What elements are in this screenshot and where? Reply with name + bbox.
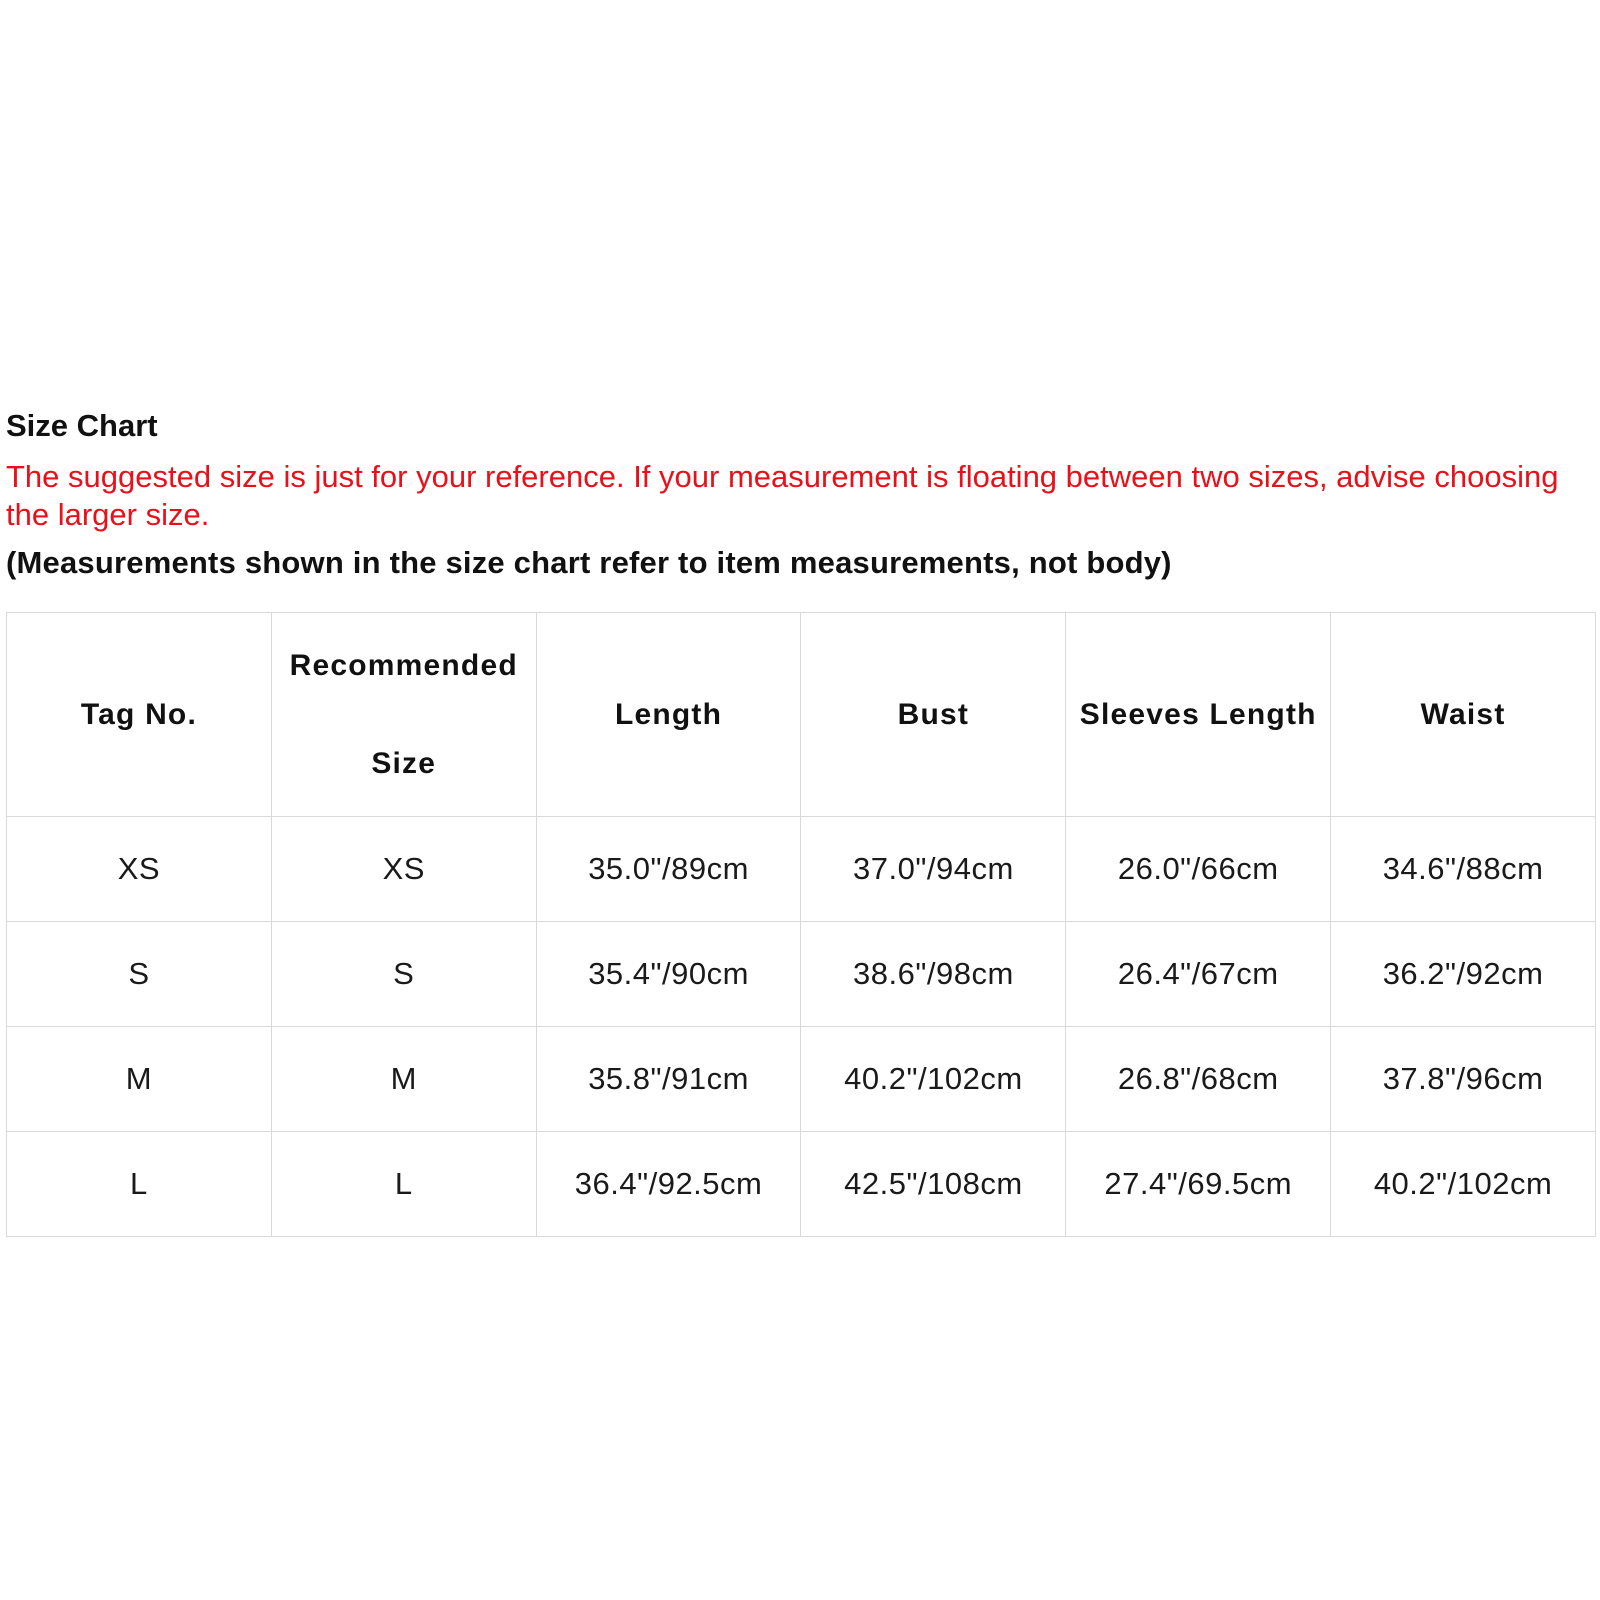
header-tag-no: Tag No.: [7, 613, 272, 817]
header-recommended-line1: Recommended: [289, 648, 518, 682]
table-row: [7, 1027, 1596, 1132]
cell-waist: 37.8"/96cm: [1331, 1027, 1596, 1132]
table-row: [7, 922, 1596, 1027]
cell-recommended-size: S: [271, 922, 536, 1027]
size-advice-note: The suggested size is just for your reference. If your measurement is floating between two sizes, advise choosing the larger size.: [6, 459, 1559, 532]
table-row: [7, 817, 1596, 922]
measurement-note: (Measurements shown in the size chart refer to item measurements, not body): [6, 545, 1172, 580]
cell-tag-no: XS: [7, 817, 272, 922]
cell-waist: 34.6"/88cm: [1331, 817, 1596, 922]
size-chart-header: [6, 408, 1596, 582]
page-title: Size Chart: [6, 408, 158, 443]
cell-tag-no: S: [7, 922, 272, 1027]
cell-sleeves-length: 26.8"/68cm: [1066, 1027, 1331, 1132]
cell-length: 35.8"/91cm: [536, 1027, 801, 1132]
cell-bust: 42.5"/108cm: [801, 1132, 1066, 1237]
cell-sleeves-length: 26.4"/67cm: [1066, 922, 1331, 1027]
cell-bust: 38.6"/98cm: [801, 922, 1066, 1027]
cell-recommended-size: XS: [271, 817, 536, 922]
table-row: [7, 1132, 1596, 1237]
header-row: [7, 613, 1596, 817]
header-recommended-line2: Size: [371, 746, 437, 780]
cell-sleeves-length: 26.0"/66cm: [1066, 817, 1331, 922]
header-recommended-size: [271, 613, 536, 817]
cell-tag-no: M: [7, 1027, 272, 1132]
cell-waist: 36.2"/92cm: [1331, 922, 1596, 1027]
cell-bust: 40.2"/102cm: [801, 1027, 1066, 1132]
cell-bust: 37.0"/94cm: [801, 817, 1066, 922]
cell-length: 36.4"/92.5cm: [536, 1132, 801, 1237]
header-sleeves-length: Sleeves Length: [1066, 613, 1331, 817]
cell-recommended-size: L: [271, 1132, 536, 1237]
cell-tag-no: L: [7, 1132, 272, 1237]
cell-recommended-size: M: [271, 1027, 536, 1132]
size-chart-table: [6, 612, 1596, 1237]
table-header: [7, 613, 1596, 817]
header-length: Length: [536, 613, 801, 817]
cell-waist: 40.2"/102cm: [1331, 1132, 1596, 1237]
header-bust: Bust: [801, 613, 1066, 817]
cell-sleeves-length: 27.4"/69.5cm: [1066, 1132, 1331, 1237]
cell-length: 35.4"/90cm: [536, 922, 801, 1027]
cell-length: 35.0"/89cm: [536, 817, 801, 922]
header-waist: Waist: [1331, 613, 1596, 817]
table-body: [7, 817, 1596, 1237]
